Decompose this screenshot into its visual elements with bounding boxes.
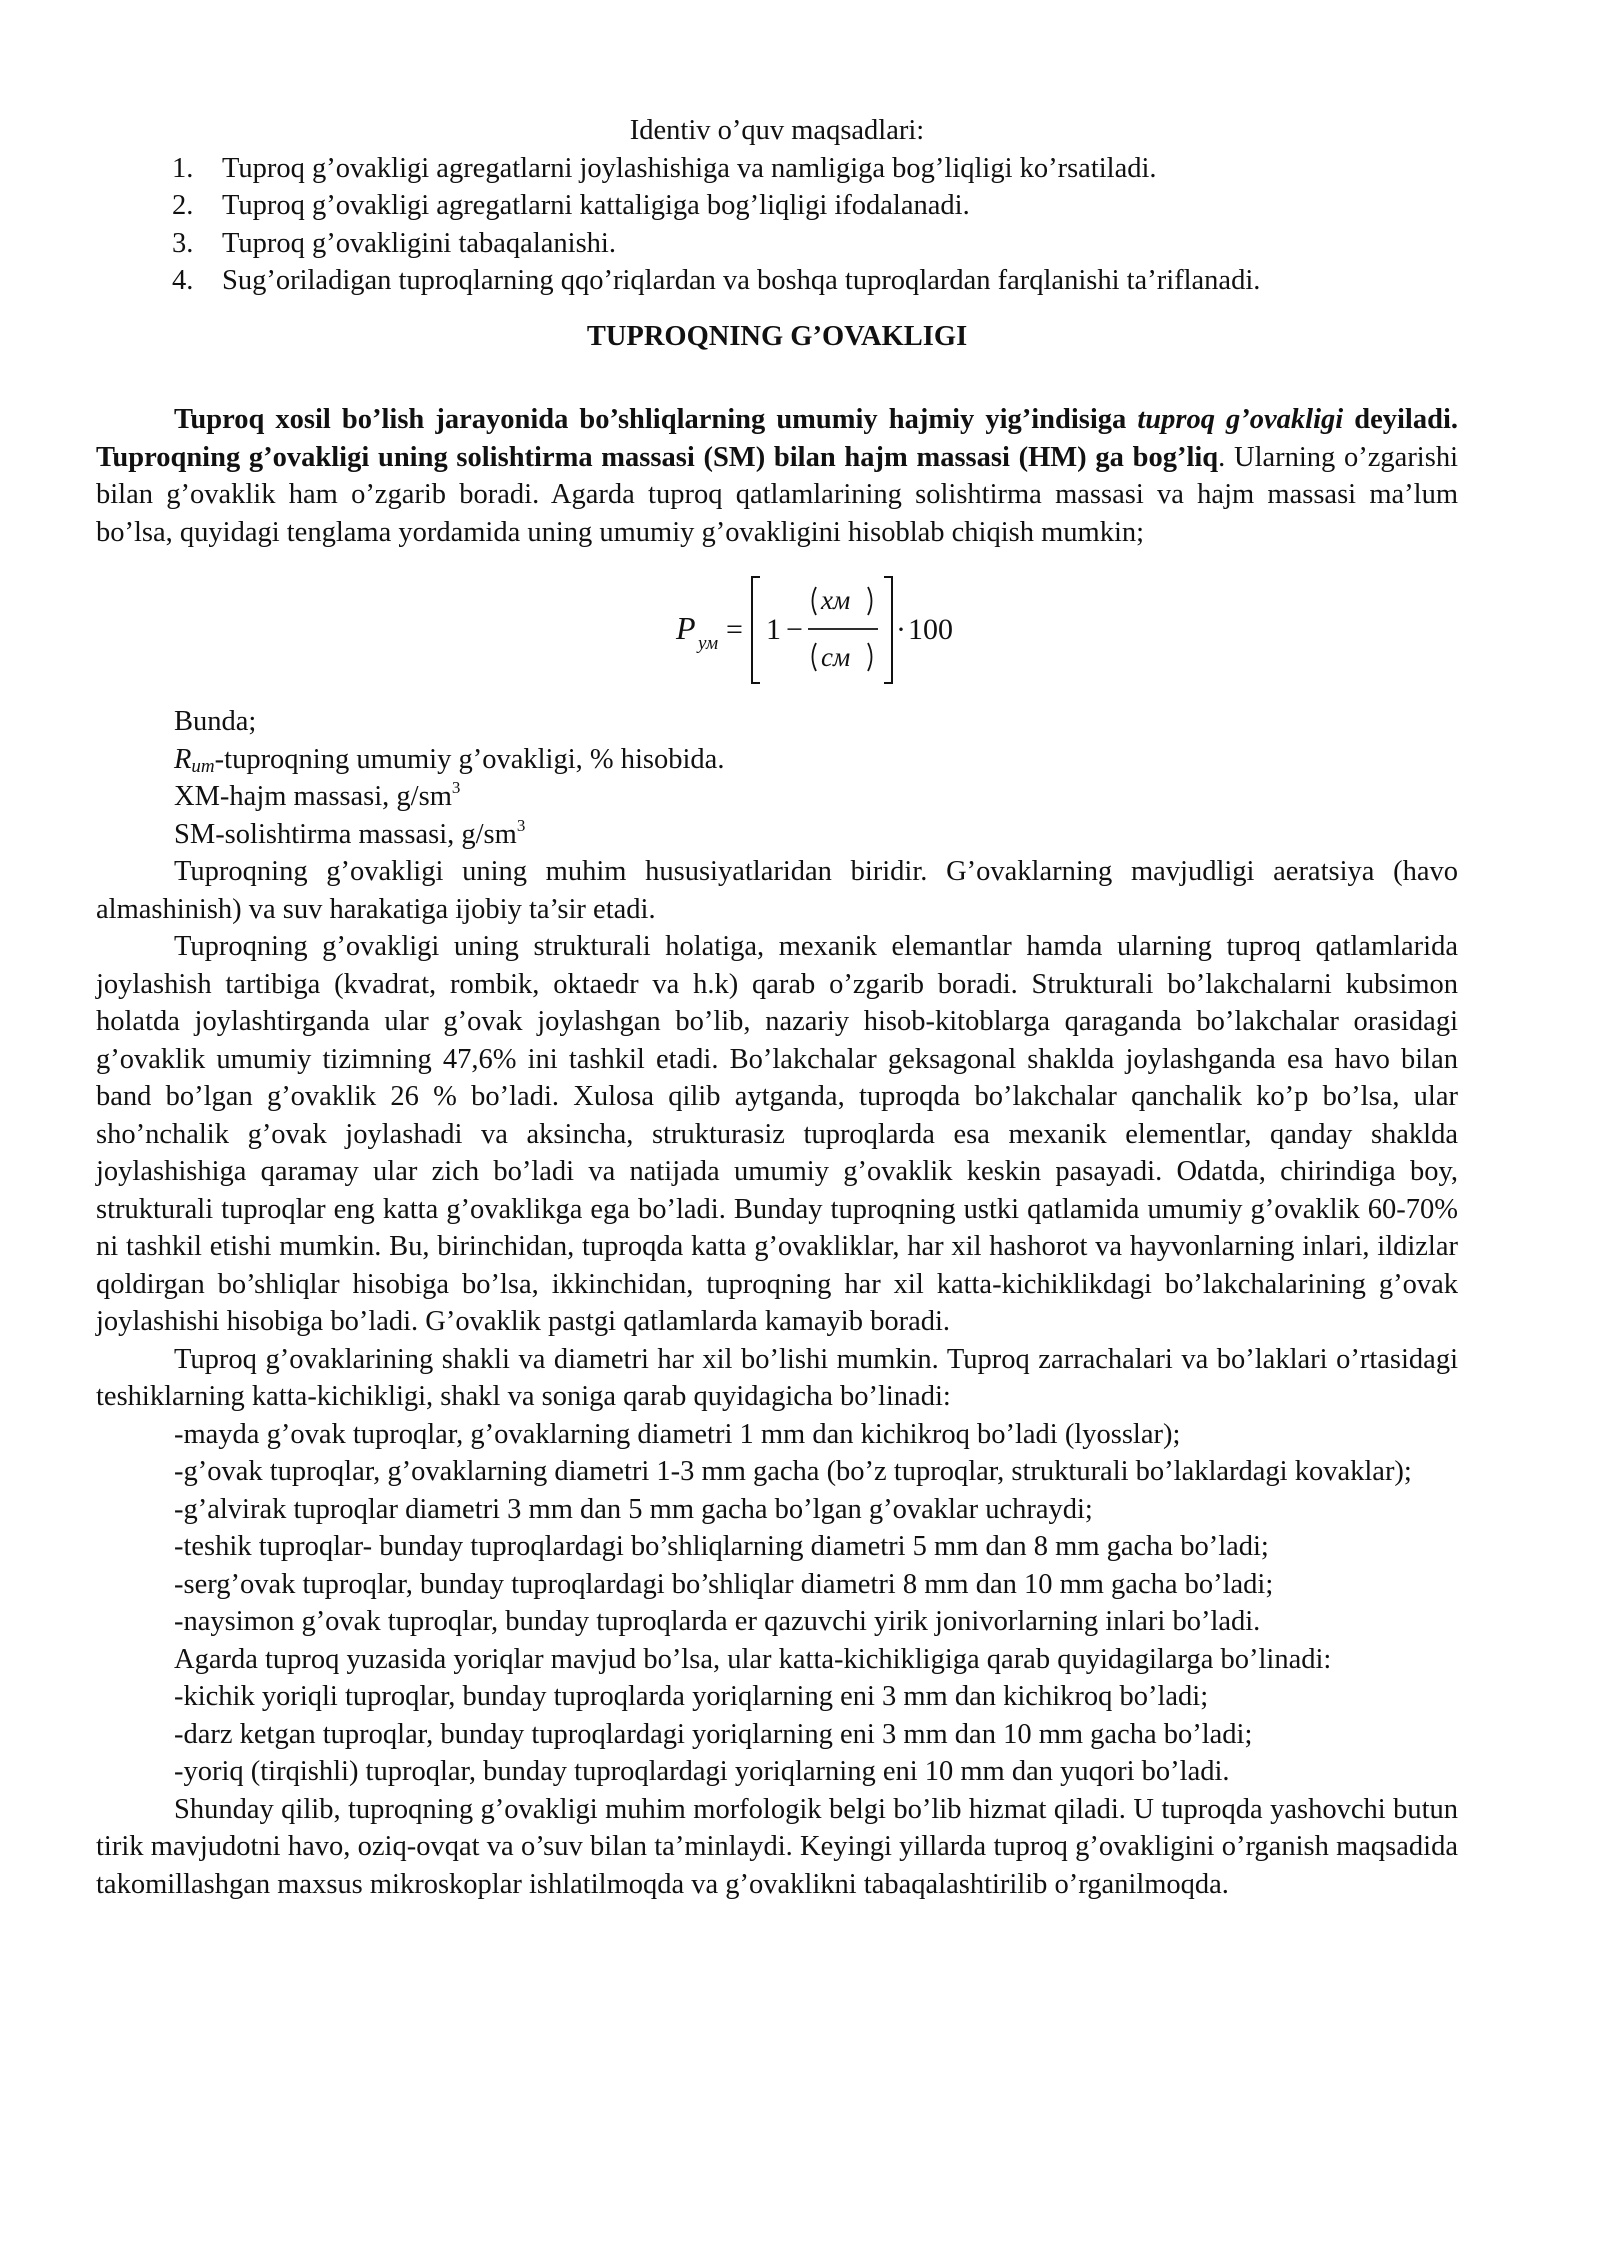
xm-description: XM-hajm massasi, g/sm: [174, 781, 452, 812]
formula-left-bracket: [752, 577, 760, 683]
formula-denominator: см: [821, 642, 851, 672]
formula-hundred: 100: [908, 613, 953, 646]
goal-text: Tuproq g’ovakligini tabaqalanishi.: [222, 227, 616, 259]
definition-sm: [96, 816, 1458, 854]
sm-description: SM-solishtirma massasi, g/sm: [174, 818, 517, 850]
pore-type-item: -teshik tuproqlar- bunday tuproqlardagi bo’shliqlarning diametri 5 mm dan 8 mm gacha bo’ladi;: [174, 1531, 1269, 1562]
goal-item: [96, 150, 1458, 188]
intro-term: tuproq g’ovakligi: [1137, 404, 1344, 435]
porosity-formula: [96, 565, 1458, 695]
goal-text: Tuproq g’ovakligi agregatlarni kattaligiga bog’liqligi ifodalanadi.: [222, 190, 970, 221]
goal-text: Tuproq g’ovakligi agregatlarni joylashishiga va namligiga bog’liqligi ko’rsatiladi.: [222, 152, 1157, 184]
pore-type-item: -mayda g’ovak tuproqlar, g’ovaklarning diametri 1 mm dan kichikroq bo’ladi (lyosslar);: [174, 1418, 1181, 1450]
goal-number: 2.: [172, 190, 194, 221]
sm-superscript: 3: [516, 815, 526, 835]
goal-number: 3.: [172, 227, 194, 259]
formula-one: 1: [766, 613, 781, 646]
formula-num-paren-right: [868, 587, 872, 615]
crack-type-item: -darz ketgan tuproqlar, bunday tuproqlardagi yoriqlarning eni 3 mm dan 10 mm gacha bo’ladi;: [174, 1718, 1253, 1750]
formula-lhs: P: [676, 610, 696, 646]
section-heading: TUPROQNING G’OVAKLIGI: [586, 320, 968, 352]
intro-text: . Ularning o’zgarishi bilan g’ovaklik ham o’zgarib boradi. Agarda tuproq qatlamlarining solishtirma massasi va hajm massasi ma’lum bo’lsa, quyidagi tenglama yordamida uning umumiy g’ovakligini hisoblab chiqish mumkin;: [96, 441, 1458, 548]
formula-minus: −: [786, 613, 803, 646]
pore-type-item: -naysimon g’ovak tuproqlar, bunday tuproqlarda er qazuvchi yirik jonivorlarning inlari bo’ladi.: [174, 1606, 1261, 1637]
pore-type-item: -g’alvirak tuproqlar diametri 3 mm dan 5 mm gacha bo’lgan g’ovaklar uchraydi;: [174, 1493, 1093, 1525]
body-paragraph: Agarda tuproq yuzasida yoriqlar mavjud bo’lsa, ular katta-kichikligiga qarab quyidagilarga bo’linadi:: [174, 1643, 1332, 1675]
goal-text: Sug’oriladigan tuproqlarning qqo’riqlardan va boshqa tuproqlardan farqlanishi ta’riflanadi.: [222, 265, 1261, 296]
crack-type-item: -kichik yoriqli tuproqlar, bunday tuproqlarda yoriqlarning eni 3 mm dan kichikroq bo’ladi;: [174, 1681, 1209, 1712]
r-description: -tuproqning umumiy g’ovakligi, % hisobida.: [214, 743, 725, 775]
formula-equals: =: [726, 613, 743, 646]
r-subscript: um: [191, 755, 215, 777]
goals-list: [96, 150, 1458, 300]
goal-item: [96, 187, 1458, 225]
goal-number: 1.: [172, 152, 194, 184]
formula-numerator: хм: [821, 585, 851, 615]
formula-den-paren-right: [868, 643, 872, 671]
definitions-intro: Bunda;: [174, 706, 257, 737]
formula-right-bracket: [884, 577, 892, 683]
intro-bold-text: Tuproq xosil bo’lish jarayonida bo’shliqlarning umumiy hajmiy yig’indisiga: [174, 404, 1138, 435]
goal-item: [96, 225, 1458, 263]
crack-type-item: -yoriq (tirqishli) tuproqlar, bunday tuproqlardagi yoriqlarning eni 10 mm dan yuqori bo’ladi.: [174, 1756, 1230, 1787]
formula-den-paren-left: [813, 643, 817, 671]
definition-xm: [96, 778, 1458, 816]
intro-bold-text-2: deyiladi. Tuproqning g’ovakligi uning solishtirma massasi (SM) bilan hajm massasi (HM) ga bog’liq: [96, 404, 1458, 473]
body-paragraph: Tuproq g’ovaklarining shakli va diametri har xil bo’lishi mumkin. Tuproq zarrachalari va bo’laklari o’rtasidagi teshiklarning katta-kichikligi, shakl va soniga qarab quyidagicha bo’linadi:: [96, 1343, 1458, 1412]
document-page: [96, 112, 1458, 1903]
formula-graphic: [676, 565, 1096, 695]
xm-superscript: 3: [451, 778, 461, 797]
body-paragraph: Shunday qilib, tuproqning g’ovakligi muhim morfologik belgi bo’lib hizmat qiladi. U tuproqda yashovchi butun tirik mavjudotni havo, oziq-ovqat va o’suv bilan ta’minlaydi. Keyingi yillarda tuproq g’ovakligini o’rganish maqsadida takomillashgan maxsus mikroskoplar ishlatilmoqda va g’ovaklikni tabaqalashtirilib o’rganilmoqda.: [96, 1793, 1458, 1900]
pore-type-item: -g’ovak tuproqlar, g’ovaklarning diametri 1-3 mm gacha (bo’z tuproqlar, strukturali bo’laklardagi kovaklar);: [174, 1456, 1412, 1487]
definition-r: [96, 741, 1458, 779]
formula-times: ·: [896, 613, 906, 646]
formula-num-paren-left: [813, 587, 817, 615]
r-symbol: R: [174, 743, 192, 775]
formula-lhs-sub: ум: [698, 633, 719, 654]
body-paragraph: Tuproqning g’ovakligi uning muhim hususiyatlaridan biridir. G’ovaklarning mavjudligi aeratsiya (havo almashinish) va suv harakatiga ijobiy ta’sir etadi.: [96, 856, 1458, 925]
goal-number: 4.: [172, 265, 194, 296]
pore-type-item: -serg’ovak tuproqlar, bunday tuproqlardagi bo’shliqlar diametri 8 mm dan 10 mm gacha bo’ladi;: [174, 1568, 1274, 1600]
intro-paragraph: [96, 401, 1458, 551]
body-paragraph: Tuproqning g’ovakligi uning strukturali holatiga, mexanik elemantlar hamda ularning tuproq qatlamlarida joylashish tartibiga (kvadrat, rombik, oktaedr va h.k) qarab o’zgarib boradi. Strukturali bo’lakchalarni kubsimon holatda joylashtirganda ular g’ovak joylashgan bo’lib, nazariy hisob-kitoblarga qaraganda bo’lakchalar orasidagi g’ovaklik umumiy tizimning 47,6% ini tashkil etadi. Bo’lakchalar geksagonal shaklda joylashganda esa havo bilan band bo’lgan g’ovaklik 26 % bo’ladi. Xulosa qilib aytganda, tuproqda bo’lakchalar qanchalik ko’p bo’lsa, ular sho’nchalik g’ovak joylashadi va aksincha, strukturasiz tuproqlarda esa mexanik elementlar, qanday shaklda joylashishiga qaramay ular zich bo’ladi va natijada umumiy g’ovaklik keskin pasayadi. Odatda, chirindiga boy, strukturali tuproqlar eng katta g’ovaklikga ega bo’ladi. Bunday tuproqning ustki qatlamida umumiy g’ovaklik 60-70% ni tashkil etishi mumkin. Bu, birinchidan, tuproqda katta g’ovakliklar, har xil hashorot va hayvonlarning inlari, ildizlar qoldirgan bo’shliqlar hisobiga bo’lsa, ikkinchidan, tuproqning har xil katta-kichiklikdagi bo’lakchalarining g’ovak joylashishi hisobiga bo’ladi. G’ovaklik pastgi qatlamlarda kamayib boradi.: [96, 931, 1458, 1337]
goals-title: Identiv o’quv maqsadlari:: [629, 115, 925, 146]
goal-item: [96, 262, 1458, 300]
